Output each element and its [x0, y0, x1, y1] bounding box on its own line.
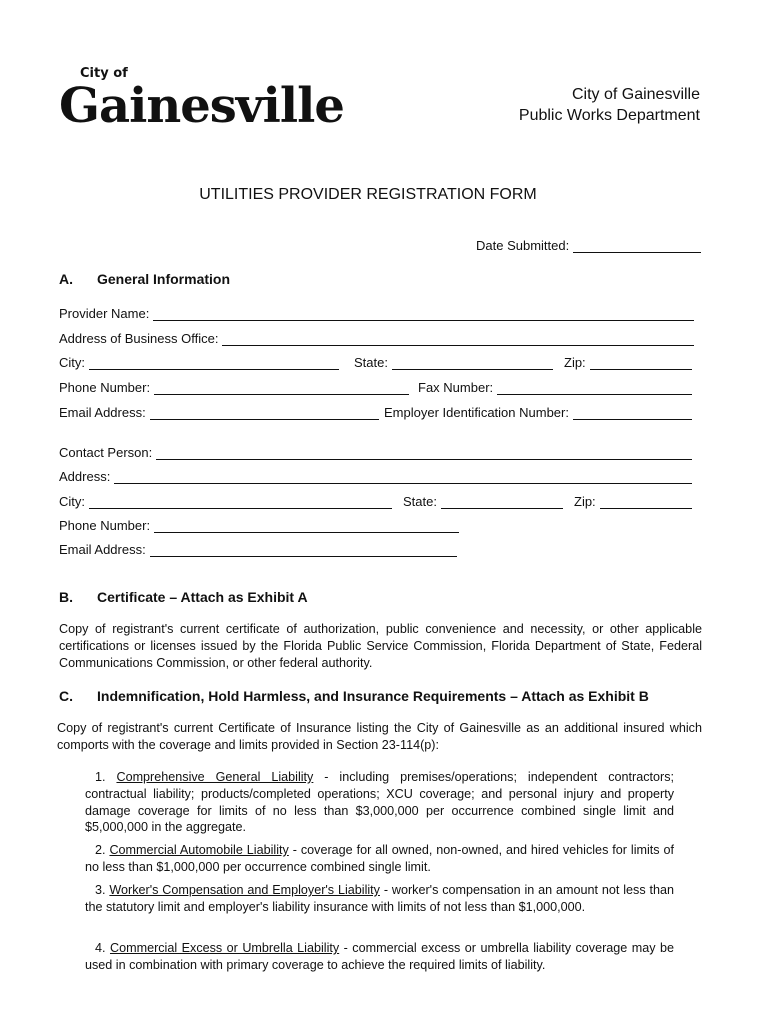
- phone-row: [59, 380, 409, 395]
- item-text: - coverage for all owned, non-owned, and hired vehicles for limits of no less than $1,000,000 per occurrence combined single limit.: [85, 843, 675, 874]
- state-label: State:: [354, 355, 388, 370]
- contact-state-row: [403, 494, 563, 509]
- date-submitted-row: [476, 238, 701, 253]
- contact-state-field[interactable]: [441, 497, 563, 509]
- header-line-2: Public Works Department: [518, 107, 700, 124]
- insurance-item-1: [85, 769, 674, 836]
- insurance-item-3: [85, 882, 674, 916]
- section-b-text: Copy of registrant's current certificate of authorization, public convenience and necessity, or other applicable certifications or licenses issued by the Florida Public Service Commission, Florida Department of State, Federal Communications Commission, or other federal authority.: [59, 622, 702, 670]
- header-line-1: City of Gainesville: [571, 86, 700, 103]
- form-title: UTILITIES PROVIDER REGISTRATION FORM: [199, 186, 537, 203]
- fax-row: [418, 380, 692, 395]
- ein-field[interactable]: [573, 408, 692, 420]
- contact-zip-label: Zip:: [574, 494, 596, 509]
- fax-field[interactable]: [497, 383, 692, 395]
- contact-city-field[interactable]: [89, 497, 392, 509]
- contact-email-row: [59, 542, 457, 557]
- contact-phone-field[interactable]: [154, 521, 459, 533]
- email-row: [59, 405, 379, 420]
- business-address-row: [59, 331, 694, 346]
- item-title: Worker's Compensation and Employer's Liability: [109, 883, 380, 897]
- state-field[interactable]: [392, 358, 553, 370]
- phone-label: Phone Number:: [59, 380, 151, 395]
- city-field[interactable]: [89, 358, 339, 370]
- item-text: - including premises/operations; independent contractors; contractual liability; products/completed operations; XCU coverage; and personal injury and property damage coverage for limits of no less than $3,000,000 per occurrence combined single limit and $5,000,000 in the aggregate.: [85, 770, 674, 835]
- state-row: [354, 355, 553, 370]
- zip-row: [564, 355, 692, 370]
- item-title: Commercial Automobile Liability: [109, 843, 289, 857]
- fax-label: Fax Number:: [418, 380, 494, 395]
- date-submitted-label: Date Submitted:: [476, 238, 570, 253]
- city-row: [59, 355, 339, 370]
- contact-state-label: State:: [403, 494, 437, 509]
- contact-zip-row: [574, 494, 692, 509]
- email-label: Email Address:: [59, 405, 146, 420]
- contact-email-label: Email Address:: [59, 542, 146, 557]
- item-number: 3.: [95, 883, 106, 897]
- contact-city-row: [59, 494, 392, 509]
- contact-address-row: [59, 469, 692, 484]
- ein-label: Employer Identification Number:: [384, 405, 569, 420]
- zip-label: Zip:: [564, 355, 586, 370]
- email-field[interactable]: [150, 408, 379, 420]
- insurance-item-4: [85, 940, 674, 974]
- zip-field[interactable]: [590, 358, 692, 370]
- item-title: Comprehensive General Liability: [116, 770, 314, 784]
- ein-row: [384, 405, 692, 420]
- contact-email-field[interactable]: [150, 545, 457, 557]
- date-submitted-field[interactable]: [573, 241, 701, 253]
- section-c-number: C.: [59, 688, 73, 704]
- contact-phone-label: Phone Number:: [59, 518, 151, 533]
- contact-person-label: Contact Person:: [59, 445, 153, 460]
- section-b-heading: [59, 589, 308, 605]
- contact-phone-row: [59, 518, 459, 533]
- contact-city-label: City:: [59, 494, 85, 509]
- item-number: 1.: [95, 770, 106, 784]
- section-c-heading: [59, 688, 649, 704]
- item-title: Commercial Excess or Umbrella Liability: [109, 941, 340, 955]
- section-a-title: General Information: [97, 271, 231, 287]
- contact-address-label: Address:: [59, 469, 111, 484]
- section-a-number: A.: [59, 271, 73, 287]
- section-b-number: B.: [59, 589, 73, 605]
- contact-person-row: [59, 445, 692, 460]
- section-b-title: Certificate – Attach as Exhibit A: [97, 589, 308, 605]
- department-header: [519, 84, 700, 126]
- business-address-field[interactable]: [222, 334, 694, 346]
- contact-zip-field[interactable]: [600, 497, 692, 509]
- contact-person-field[interactable]: [156, 448, 692, 460]
- contact-address-field[interactable]: [114, 472, 692, 484]
- provider-name-row: [59, 306, 694, 321]
- logo-gainesville: Gainesville: [59, 78, 344, 134]
- phone-field[interactable]: [154, 383, 409, 395]
- insurance-item-2: [85, 842, 674, 876]
- logo-city-of: City of: [80, 66, 128, 81]
- section-c-title: Indemnification, Hold Harmless, and Insurance Requirements – Attach as Exhibit B: [97, 688, 649, 704]
- city-label: City:: [59, 355, 85, 370]
- provider-name-label: Provider Name:: [59, 306, 150, 321]
- section-a-heading: [59, 271, 230, 287]
- provider-name-field[interactable]: [153, 309, 694, 321]
- business-address-label: Address of Business Office:: [59, 331, 219, 346]
- item-text: - worker's compensation in an amount not less than the statutory limit and employer's liability insurance with limits of not less than $1,000,000.: [85, 883, 674, 914]
- item-text: - commercial excess or umbrella liability coverage may be used in combination with primary coverage to achieve the required limits of liability.: [85, 941, 674, 972]
- item-number: 2.: [95, 843, 106, 857]
- item-number: 4.: [95, 941, 106, 955]
- section-c-intro: Copy of registrant's current Certificate of Insurance listing the City of Gainesville as an additional insured which comports with the coverage and limits provided in Section 23-114(p):: [57, 721, 702, 752]
